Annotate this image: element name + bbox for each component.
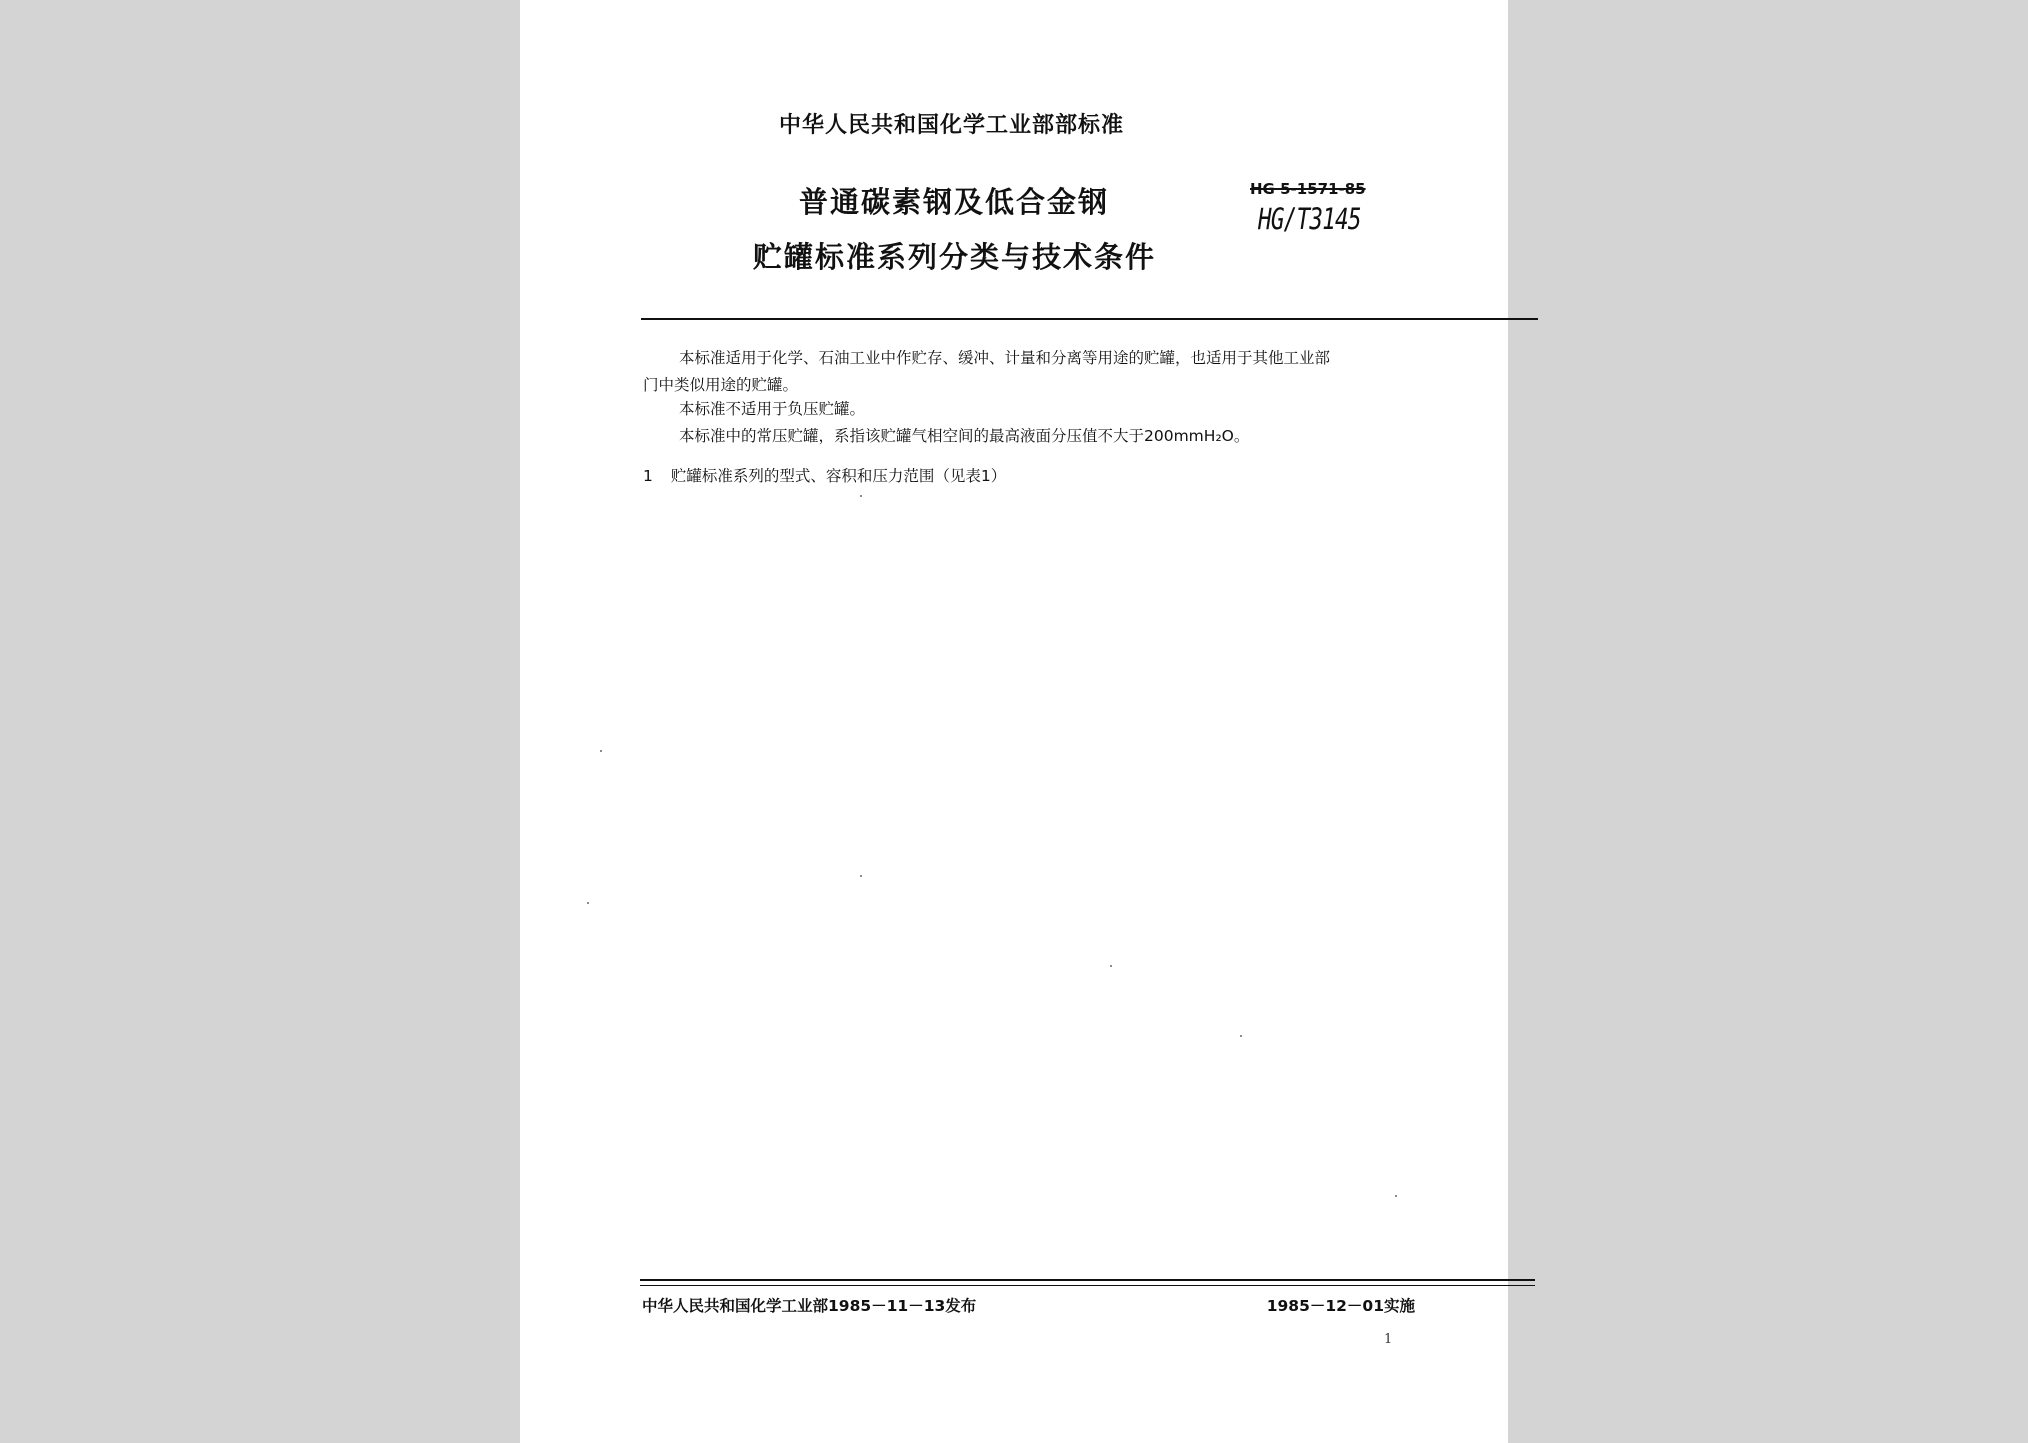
header-divider [641, 318, 1538, 320]
issuing-authority-header: 中华人民共和国化学工业部部标准 [779, 113, 1125, 138]
effective-date: 1985－12－01实施 [1266, 1297, 1415, 1315]
scan-speck [860, 875, 862, 877]
issue-date: 中华人民共和国化学工业部1985－11－13发布 [642, 1297, 977, 1315]
section-number: 1 [643, 467, 653, 485]
scan-speck [1110, 965, 1112, 967]
document-title-line-2: 贮罐标准系列分类与技术条件 [753, 240, 1157, 274]
document-title-line-1: 普通碳素钢及低合金钢 [799, 185, 1110, 219]
handwritten-standard-number: HG/T3145 [1258, 202, 1361, 236]
footer-divider-thin [640, 1285, 1535, 1286]
scan-speck [600, 750, 602, 752]
scan-speck [1240, 1035, 1242, 1037]
section-title: 贮罐标准系列的型式、容积和压力范围（见表1） [670, 467, 1007, 485]
page-number: 1 [1384, 1332, 1393, 1347]
scan-speck [587, 902, 589, 904]
scan-speck [860, 495, 862, 497]
scan-speck [1395, 1195, 1397, 1197]
exclusion-paragraph: 本标准不适用于负压贮罐。 [679, 400, 866, 418]
definition-paragraph: 本标准中的常压贮罐，系指该贮罐气相空间的最高液面分压值不大于200mmH₂O。 [679, 427, 1250, 445]
document-page [520, 0, 1508, 1443]
old-standard-number: HG 5-1571-85 [1250, 180, 1366, 198]
scope-paragraph-line-1: 本标准适用于化学、石油工业中作贮存、缓冲、计量和分离等用途的贮罐，也适用于其他工业部 [679, 349, 1331, 367]
section-1-heading [643, 464, 1006, 486]
scope-paragraph-line-2: 门中类似用途的贮罐。 [643, 376, 799, 394]
footer-divider [640, 1279, 1535, 1281]
